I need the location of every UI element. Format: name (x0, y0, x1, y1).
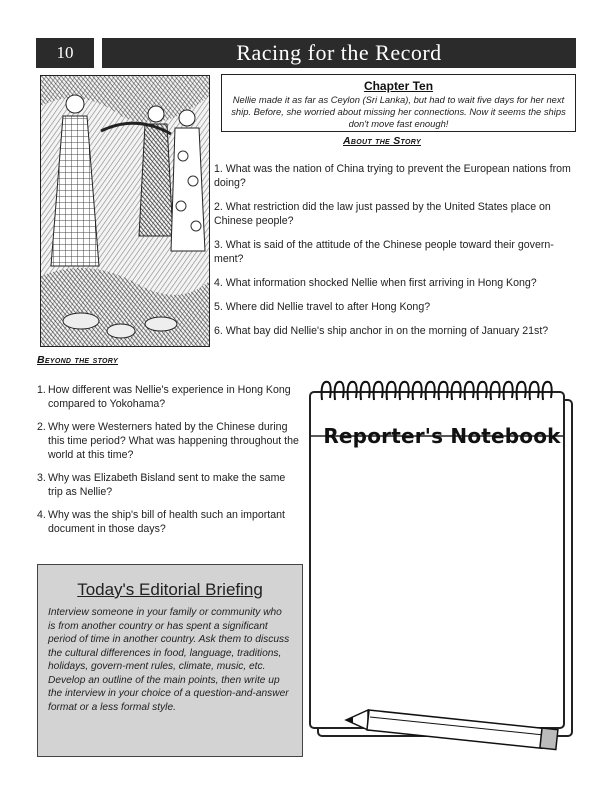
about-question: 5. Where did Nellie travel to after Hong Kong? (214, 301, 431, 313)
editorial-briefing-box (37, 564, 303, 757)
beyond-question (37, 508, 302, 536)
question-text: Why were Westerners hated by the Chinese during this time period? What was happening throughout the world at this time? (48, 421, 299, 461)
page-title: Racing for the Record (102, 38, 576, 68)
beyond-question (37, 383, 302, 411)
question-number: 4. (37, 509, 46, 521)
illustration-image (40, 75, 210, 347)
question-number: 1. (37, 384, 46, 396)
question-text: How different was Nellie's experience in Hong Kong compared to Yokohama? (48, 384, 291, 410)
question-text: Why was Elizabeth Bisland sent to make the same trip as Nellie? (48, 472, 286, 498)
about-question: 1. What was the nation of China trying to prevent the European nations from doing? (214, 163, 571, 189)
editorial-title: Today's Editorial Briefing (77, 580, 263, 599)
page-number: 10 (36, 38, 94, 68)
question-number: 2. (37, 421, 46, 433)
question-number: 3. (37, 472, 46, 484)
notebook-title: Reporter's Notebook (323, 424, 561, 448)
about-question: 2. What restriction did the law just passed by the United States place on Chinese people? (214, 201, 551, 227)
chapter-box (221, 74, 576, 132)
about-question: 4. What information shocked Nellie when first arriving in Hong Kong? (214, 277, 537, 289)
about-question: 3. What is said of the attitude of the Chinese people toward their govern-ment? (214, 239, 554, 265)
beyond-question (37, 420, 302, 462)
about-story-questions (214, 162, 576, 348)
editorial-text: Interview someone in your family or community who is from another country or has spent a significant period of time in another country. Ask them to discuss the cultural differences in food, language, traditions, holidays, govern-ment rules, climate, music, etc. Develop an outline of the main points, then write up the interview in your choice of a question-and-answer format or a less formal style. (48, 607, 290, 713)
beyond-story-heading: Beyond the story (37, 354, 118, 366)
beyond-story-questions (37, 383, 302, 545)
chapter-title: Chapter Ten (363, 79, 434, 93)
about-question: 6. What bay did Nellie's ship anchor in on the morning of January 21st? (214, 325, 549, 337)
question-text: Why was the ship's bill of health such an important document in those days? (48, 509, 285, 535)
chapter-description: Nellie made it as far as Ceylon (Sri Lanka), but had to wait five days for her next ship. Before, she worried about missing her connections. Now it seems the ships don't move fast enough! (231, 94, 566, 129)
beyond-question (37, 471, 302, 499)
about-story-heading: About the Story (343, 135, 421, 147)
